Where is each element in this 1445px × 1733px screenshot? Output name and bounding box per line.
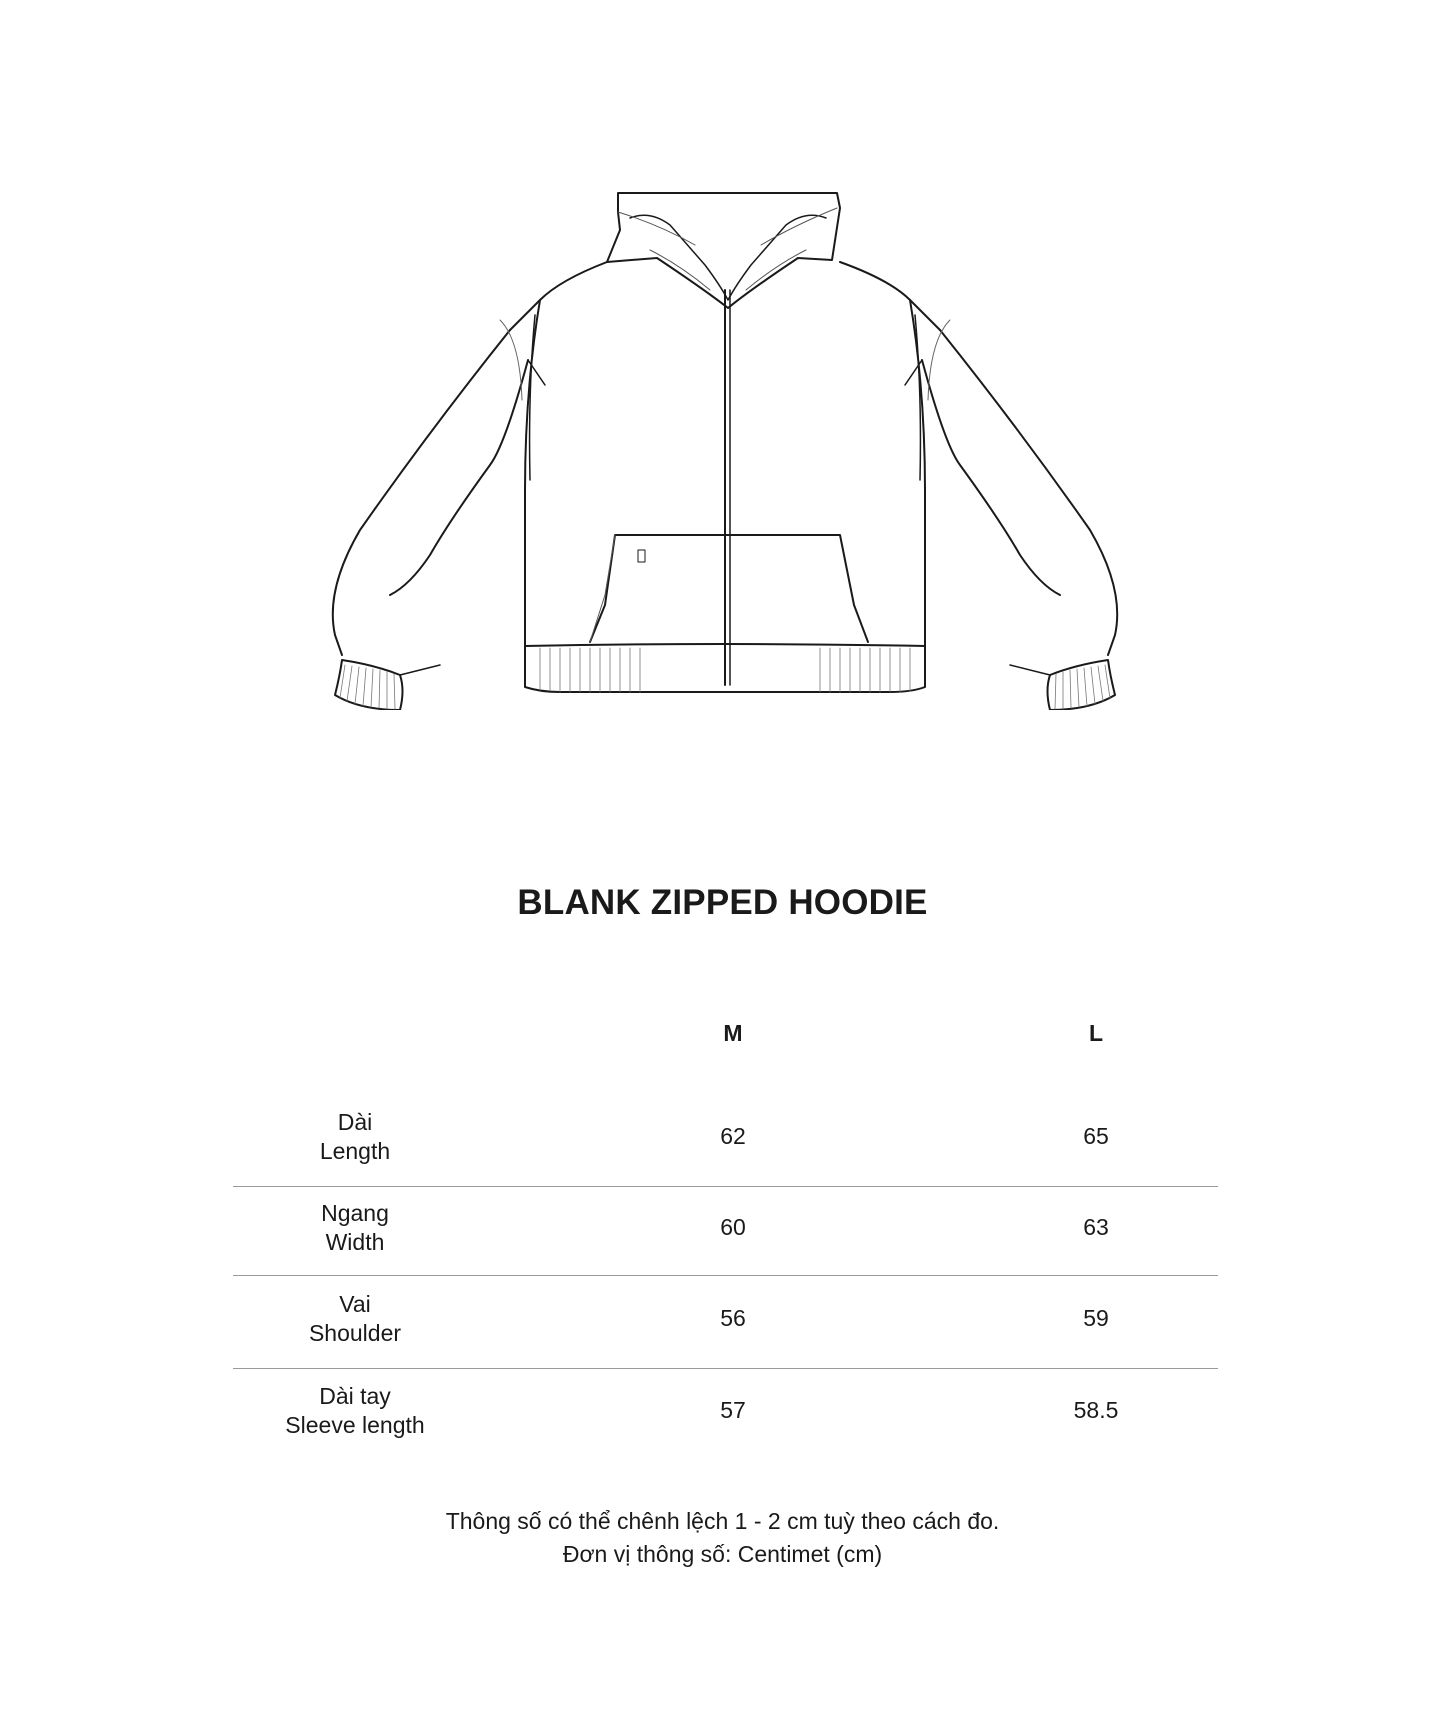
note-unit: Đơn vị thông số: Centimet (cm) <box>562 1541 883 1567</box>
row-label-vi: Vai <box>339 1291 371 1317</box>
body-left <box>510 262 607 330</box>
row-divider <box>233 1368 1218 1369</box>
kangaroo-pocket <box>590 535 868 642</box>
row-label <box>233 1290 477 1348</box>
row-label-vi: Dài <box>337 1109 373 1135</box>
table-row <box>233 1108 1218 1198</box>
row-label-en: Width <box>325 1229 385 1255</box>
table-row <box>233 1290 1218 1380</box>
cell-m: 60 <box>720 1214 746 1240</box>
row-label-en: Length <box>319 1138 391 1164</box>
row-label <box>233 1108 477 1166</box>
cell-l: 63 <box>1083 1214 1109 1240</box>
table-row <box>233 1382 1218 1472</box>
column-header-m: M <box>723 1020 743 1046</box>
row-label-en: Shoulder <box>308 1320 402 1346</box>
hood-lining <box>630 215 826 300</box>
row-label <box>233 1382 477 1440</box>
row-label-vi: Dài tay <box>319 1383 391 1409</box>
note-tolerance: Thông số có thể chênh lệch 1 - 2 cm tuỳ theo cách đo. <box>445 1508 1000 1534</box>
body-right <box>840 262 940 330</box>
row-divider <box>233 1275 1218 1276</box>
row-label-vi: Ngang <box>321 1200 389 1226</box>
cell-m: 56 <box>720 1305 746 1331</box>
measurement-notes <box>0 1505 1445 1571</box>
cell-l: 58.5 <box>1073 1397 1119 1423</box>
row-divider <box>233 1186 1218 1187</box>
hoodie-flat-sketch <box>300 190 1150 710</box>
cell-l: 65 <box>1083 1123 1109 1149</box>
sleeve-right <box>940 330 1117 655</box>
sleeve-left <box>333 330 510 655</box>
cell-m: 57 <box>720 1397 746 1423</box>
cell-m: 62 <box>720 1123 746 1149</box>
row-label-en: Sleeve length <box>285 1412 425 1438</box>
row-label <box>233 1199 477 1257</box>
cuff-left <box>335 660 403 710</box>
cell-l: 59 <box>1083 1305 1109 1331</box>
cuff-right <box>1048 660 1116 710</box>
column-header-l: L <box>1088 1020 1104 1046</box>
product-title: BLANK ZIPPED HOODIE <box>517 883 928 922</box>
